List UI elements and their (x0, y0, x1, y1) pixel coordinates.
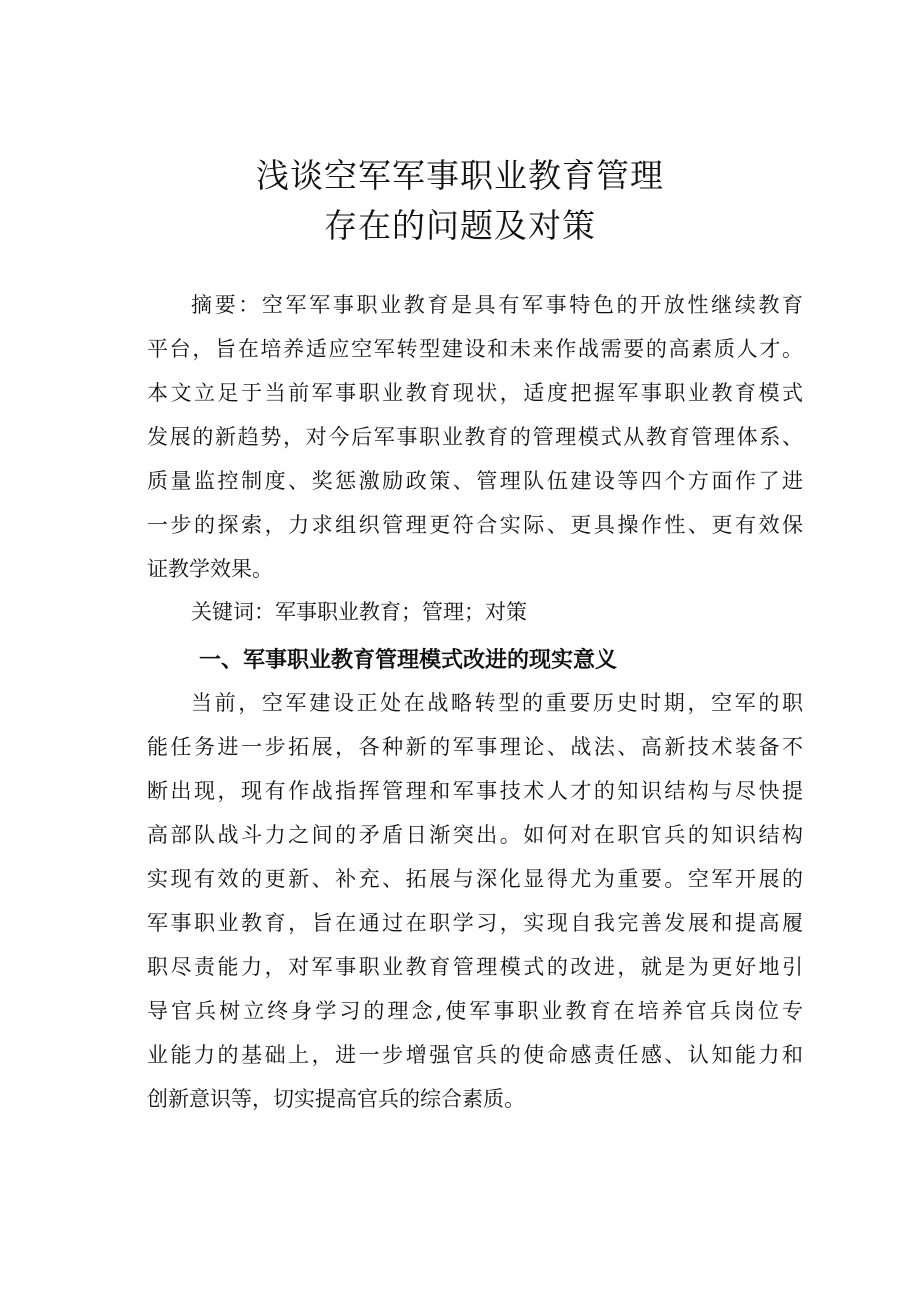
body-line: 职尽责能力，对军事职业教育管理模式的改进，就是为更好地引 (147, 955, 803, 979)
body-line: 能任务进一步拓展，各种新的军事理论、战法、高新技术装备不 (147, 735, 803, 759)
body-line: 断出现，现有作战指挥管理和军事技术人才的知识结构与尽快提 (147, 779, 803, 803)
abstract-line: 本文立足于当前军事职业教育现状，适度把握军事职业教育模式 (147, 381, 803, 405)
keywords-paragraph (147, 590, 803, 634)
abstract-line: 证教学效果。 (147, 557, 273, 581)
abstract-line: 平台，旨在培养适应空军转型建设和未来作战需要的高素质人才。 (147, 337, 803, 361)
body-line: 业能力的基础上，进一步增强官兵的使命感责任感、认知能力和 (147, 1043, 803, 1067)
keywords-line: 关键词：军事职业教育；管理；对策 (191, 600, 527, 624)
body-paragraph (147, 681, 803, 1121)
body-line: 高部队战斗力之间的矛盾日渐突出。如何对在职官兵的知识结构 (147, 823, 803, 847)
abstract-line: 一步的探索，力求组织管理更符合实际、更具操作性、更有效保 (147, 513, 803, 537)
body-line: 军事职业教育，旨在通过在职学习，实现自我完善发展和提高履 (147, 911, 803, 935)
body-line: 当前，空军建设正处在战略转型的重要历史时期，空军的职 (191, 691, 803, 715)
section-heading: 一、军事职业教育管理模式改进的现实意义 (199, 648, 618, 673)
body-line: 创新意识等，切实提高官兵的综合素质。 (147, 1087, 525, 1111)
body-line: 导官兵树立终身学习的理念,使军事职业教育在培养官兵岗位专 (147, 999, 803, 1023)
document-title-line-1: 浅谈空军军事职业教育管理 (256, 156, 664, 195)
abstract-line: 质量监控制度、奖惩激励政策、管理队伍建设等四个方面作了进 (147, 469, 803, 493)
abstract-paragraph (147, 283, 803, 591)
abstract-line: 摘要：空军军事职业教育是具有军事特色的开放性继续教育 (191, 293, 803, 317)
body-line: 实现有效的更新、补充、拓展与深化显得尤为重要。空军开展的 (147, 867, 803, 891)
document-title-line-2: 存在的问题及对策 (324, 206, 596, 245)
abstract-line: 发展的新趋势，对今后军事职业教育的管理模式从教育管理体系、 (147, 425, 803, 449)
